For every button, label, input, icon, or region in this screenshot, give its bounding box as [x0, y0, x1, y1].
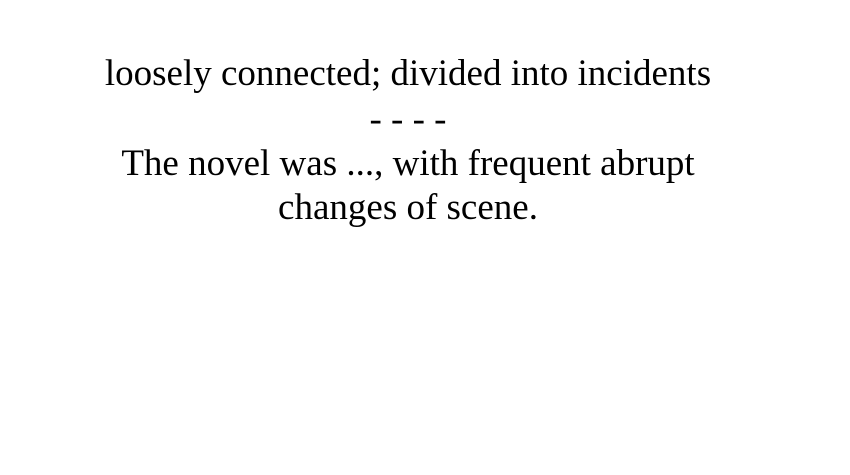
definition-text: loosely connected; divided into incidents	[104, 53, 712, 94]
separator: - - - -	[369, 99, 447, 140]
example-sentence-line-2: changes of scene.	[278, 187, 538, 228]
example-sentence-line-1: The novel was ..., with frequent abrupt	[121, 143, 695, 184]
